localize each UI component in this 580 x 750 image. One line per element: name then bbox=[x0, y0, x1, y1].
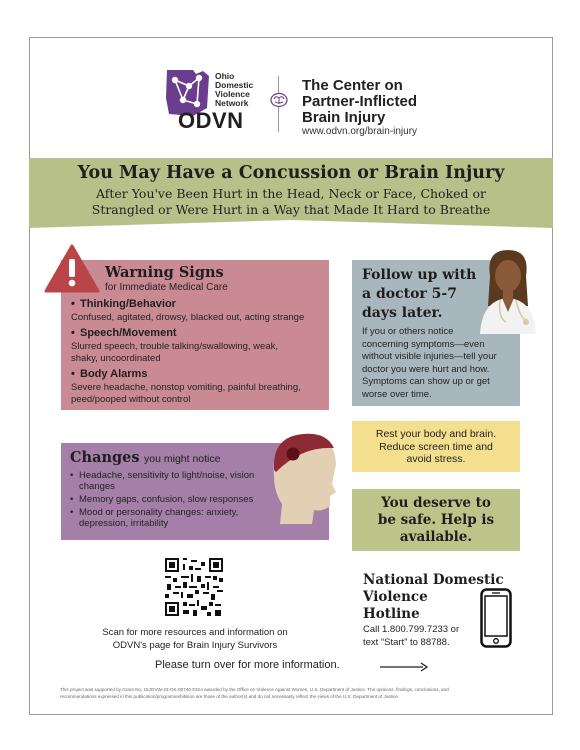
warning-signs-subtitle: for Immediate Medical Care bbox=[105, 282, 228, 293]
changes-item: • Memory gaps, confusion, slow responses bbox=[79, 494, 253, 506]
safe-box bbox=[352, 489, 520, 551]
follow-up-text-line: If you or others notice bbox=[362, 326, 454, 337]
center-name-line: Partner-Inflicted bbox=[302, 93, 418, 110]
turn-over-text: Please turn over for more information. bbox=[155, 659, 340, 671]
legal-disclaimer-line: recommendations expressed in this publication/program/exhibition are those of the author(s) and do not necessarily reflect the views of the U.S. Department of Justice. bbox=[60, 694, 400, 699]
changes-item: depression, irritability bbox=[79, 518, 169, 529]
odvn-name-line: Domestic bbox=[215, 80, 254, 90]
warning-signs-title: Warning Signs bbox=[105, 264, 224, 281]
right-arrow-icon bbox=[380, 662, 428, 672]
headline-subtitle-line: After You've Been Hurt in the Head, Neck or Face, Choked or bbox=[95, 186, 487, 201]
smartphone-icon bbox=[480, 588, 512, 648]
title-banner bbox=[29, 158, 553, 228]
headline-subtitle-line: Strangled or Were Hurt in a Way that Made It Hard to Breathe bbox=[91, 202, 491, 217]
qr-caption-line: Scan for more resources and information on bbox=[102, 627, 288, 638]
odvn-name-line: Ohio bbox=[215, 71, 235, 81]
qr-code[interactable] bbox=[165, 558, 223, 616]
speech-text: shaky, uncoordinated bbox=[71, 353, 161, 364]
rest-text-line: avoid stress. bbox=[406, 453, 466, 465]
follow-up-title-line: days later. bbox=[362, 305, 443, 321]
rest-text-line: Reduce screen time and bbox=[379, 440, 493, 453]
odvn-abbreviation: ODVN bbox=[178, 108, 244, 133]
follow-up-text-line: without visible injuries—tell your bbox=[362, 351, 497, 362]
odvn-logo bbox=[163, 68, 273, 133]
center-url: www.odvn.org/brain-injury bbox=[302, 126, 418, 137]
safe-text-line: be safe. Help is bbox=[377, 512, 495, 528]
safe-text-line: You deserve to bbox=[381, 495, 491, 511]
main-headline: You May Have a Concussion or Brain Injury bbox=[77, 163, 505, 183]
rest-box bbox=[352, 421, 520, 472]
brain-icon bbox=[270, 92, 288, 108]
follow-up-text-line: worse over time. bbox=[362, 388, 432, 400]
changes-title: Changes bbox=[70, 449, 140, 466]
body-alarms-heading: • Body Alarms bbox=[80, 368, 147, 380]
warning-signs-box bbox=[61, 260, 329, 410]
follow-up-title-line: a doctor 5-7 bbox=[362, 286, 457, 302]
follow-up-text-line: doctor you were hurt and how. bbox=[362, 363, 490, 375]
hotline-phone: Call 1.800.799.7233 or bbox=[363, 624, 460, 635]
center-name-line: Brain Injury bbox=[302, 109, 386, 126]
changes-item: • Mood or personality changes: anxiety, bbox=[79, 507, 238, 519]
thinking-text: Confused, agitated, drowsy, blacked out, acting strange bbox=[71, 312, 305, 323]
hotline-title-line: National Domestic bbox=[363, 572, 504, 588]
warning-triangle-icon bbox=[44, 244, 100, 294]
rest-text-line: Rest your body and brain. bbox=[375, 428, 497, 440]
changes-item: • Headache, sensitivity to light/noise, vision bbox=[79, 470, 254, 482]
center-logo-text bbox=[302, 78, 417, 137]
center-name-line: The Center on bbox=[302, 77, 403, 94]
follow-up-text-line: Symptoms can show up or get bbox=[362, 376, 490, 387]
hotline-title-line: Violence bbox=[363, 589, 428, 605]
doctor-illustration-icon bbox=[476, 246, 540, 334]
flyer-page bbox=[29, 37, 553, 715]
odvn-name-line: Violence bbox=[215, 89, 250, 99]
thinking-heading: • Thinking/Behavior bbox=[80, 298, 176, 310]
body-alarms-text: Severe headache, nonstop vomiting, painful breathing, bbox=[71, 382, 301, 393]
head-profile-icon bbox=[262, 426, 342, 526]
follow-up-text-line: concerning symptoms—even bbox=[362, 338, 485, 350]
odvn-name-line: Network bbox=[215, 98, 249, 108]
safe-text-line: available. bbox=[399, 529, 473, 545]
qr-caption-line: ODVN's page for Brain Injury Survivors bbox=[112, 639, 278, 651]
legal-disclaimer-line: This project was supported by Grant No. 15JOVW-23-GK-00740-DISA awarded by the Office on Violence Against Women, U.S. Department of Justice. The opinions, findings, conclusions, and bbox=[60, 687, 449, 692]
follow-up-title-line: Follow up with bbox=[362, 267, 477, 283]
speech-text: Slurred speech, trouble talking/swallowing, weak, bbox=[71, 341, 278, 352]
body-alarms-text: peed/pooped without control bbox=[71, 394, 191, 405]
changes-item: changes bbox=[79, 481, 115, 492]
hotline-text: text “Start” to 88788. bbox=[363, 636, 450, 648]
speech-heading: • Speech/Movement bbox=[80, 327, 177, 339]
changes-subtitle: you might notice bbox=[144, 453, 221, 465]
hotline-title-line: Hotline bbox=[363, 606, 420, 622]
